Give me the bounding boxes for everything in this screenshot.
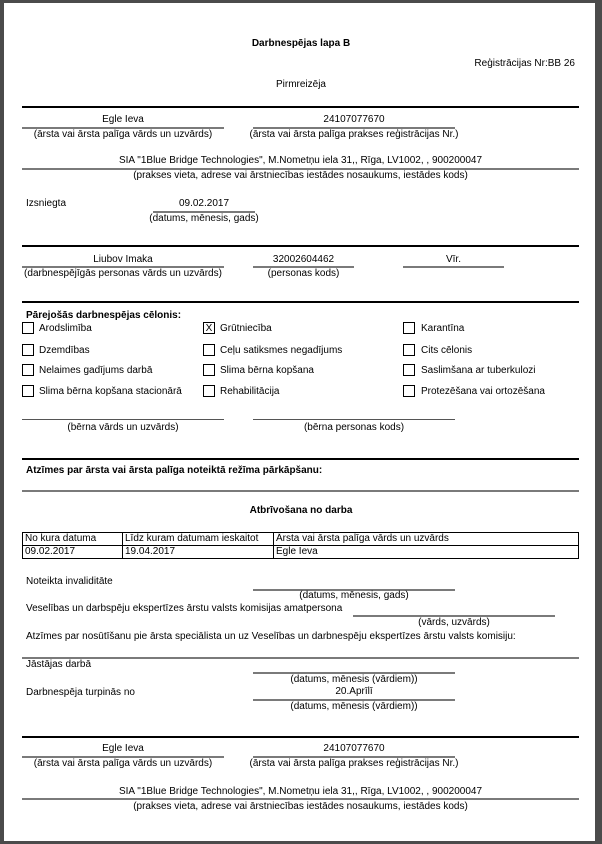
commission-label: Veselības un darbspēju ekspertīzes ārstu valsts komisijas amatpersona: [26, 603, 343, 614]
doctor-name: Egle Ieva: [102, 743, 144, 754]
document-title: Darbnespējas lapa B: [251, 38, 351, 49]
divider: [22, 458, 579, 460]
practice-place-label: (prakses vieta, adrese vai ārstniecības iestādes nosaukums, iestādes kods): [133, 801, 468, 812]
patient-name: Liubov Imaka: [93, 254, 153, 265]
from-date: 09.02.2017: [23, 546, 123, 559]
doctor-reg-no: 24107077670: [323, 743, 385, 754]
divider: [22, 106, 579, 108]
cause-label: Nelaimes gadījums darbā: [39, 365, 153, 376]
checkbox-celu-satiksmes[interactable]: [203, 344, 215, 356]
patient-gender-line: [403, 266, 504, 268]
issued-date-label: (datums, mēnesis, gads): [149, 213, 259, 224]
child-name-label: (bērna vārds un uzvārds): [67, 422, 179, 433]
registration-number: Reģistrācijas Nr:BB 26: [474, 58, 575, 69]
patient-code-label: (personas kods): [267, 268, 340, 279]
causes-heading: Pārejošās darbnespējas cēlonis:: [26, 310, 182, 321]
cause-label: Arodslimība: [39, 323, 92, 334]
return-date-label: (datums, mēnesis (vārdiem)): [290, 674, 418, 685]
child-name-line: [22, 419, 224, 420]
doctor-reg-no: 24107077670: [323, 114, 385, 125]
doctor-reg-label: (ārsta vai ārsta palīga prakses reģistrācijas Nr.): [249, 129, 459, 140]
violations-heading: Atzīmes par ārsta vai ārsta palīga noteiktā režīma pārkāpšanu:: [26, 465, 323, 476]
patient-gender: Vīr.: [445, 254, 461, 265]
checkbox-slima-berna-stacionara[interactable]: [22, 385, 34, 397]
cause-label: Grūtniecība: [220, 323, 272, 334]
column-header: No kura datuma: [23, 533, 123, 546]
patient-name-label: (darbnespējīgās personas vārds un uzvārds): [24, 268, 222, 279]
doctor-name-label: (ārsta vai ārsta palīga vārds un uzvārds): [33, 758, 213, 769]
practice-place-label: (prakses vieta, adrese vai ārstniecības iestādes nosaukums, iestādes kods): [133, 170, 468, 181]
disability-date-label: (datums, mēnesis, gads): [299, 590, 409, 601]
cause-label: Karantīna: [421, 323, 465, 334]
continues-value: 20.Aprīlī: [335, 686, 373, 697]
referral-line: [22, 657, 579, 659]
cause-label: Slima bērna kopšana stacionārā: [39, 386, 182, 397]
table-row: [23, 546, 579, 559]
checkbox-nelaimes-gadijums[interactable]: [22, 364, 34, 376]
practice-place: SIA "1Blue Bridge Technologies", M.Nometņu iela 31,, Rīga, LV1002, , 900200047: [118, 155, 483, 166]
checkbox-cits-celonis[interactable]: [403, 344, 415, 356]
issued-label: Izsniegta: [26, 198, 67, 209]
checkbox-karantina[interactable]: [403, 322, 415, 334]
issued-date: 09.02.2017: [178, 198, 230, 209]
doctor-reg-label: (ārsta vai ārsta palīga prakses reģistrācijas Nr.): [249, 758, 459, 769]
disability-label: Noteikta invaliditāte: [26, 576, 113, 587]
doctor-name: Egle Ieva: [102, 114, 144, 125]
child-code-label: (bērna personas kods): [303, 422, 405, 433]
practice-place-line: [22, 798, 579, 800]
release-heading: Atbrīvošana no darba: [249, 505, 353, 516]
divider: [22, 301, 579, 303]
cause-label: Saslimšana ar tuberkulozi: [421, 365, 536, 376]
violations-line: [22, 490, 579, 492]
continues-date-label: (datums, mēnesis (vārdiem)): [290, 701, 418, 712]
checkbox-grutnieciba[interactable]: X: [203, 322, 215, 334]
document-type: Pirmreizēja: [275, 79, 326, 90]
checkbox-protezesana[interactable]: [403, 385, 415, 397]
divider: [22, 736, 579, 738]
column-header: Ārsta vai ārsta palīga vārds un uzvārds: [274, 533, 579, 546]
checkbox-dzemdibas[interactable]: [22, 344, 34, 356]
practice-place: SIA "1Blue Bridge Technologies", M.Nometņu iela 31,, Rīga, LV1002, , 900200047: [118, 786, 483, 797]
patient-code: 32002604462: [272, 254, 335, 265]
to-date: 19.04.2017: [123, 546, 274, 559]
column-header: Līdz kuram datumam ieskaitot: [123, 533, 274, 546]
table-header-row: [23, 533, 579, 546]
cause-label: Slima bērna kopšana: [220, 365, 314, 376]
commission-name-label: (vārds, uzvārds): [418, 617, 490, 628]
referral-label: Atzīmes par nosūtīšanu pie ārsta speciālista un uz Veselības un darbnespēju ekspertīzes ārstu valsts komisiju:: [26, 631, 516, 642]
doctor-name: Egle Ieva: [274, 546, 579, 559]
checkbox-rehabilitacija[interactable]: [203, 385, 215, 397]
release-table: [22, 532, 579, 559]
checkbox-slima-berna[interactable]: [203, 364, 215, 376]
cause-label: Dzemdības: [39, 345, 90, 356]
child-code-line: [253, 419, 455, 420]
cause-label: Ceļu satiksmes negadījums: [220, 345, 343, 356]
divider: [22, 245, 579, 247]
cause-label: Rehabilitācija: [220, 386, 280, 397]
checkbox-arodslimiba[interactable]: [22, 322, 34, 334]
continues-label: Darbnespēja turpinās no: [26, 687, 135, 698]
checkbox-tuberkuloze[interactable]: [403, 364, 415, 376]
doctor-name-label: (ārsta vai ārsta palīga vārds un uzvārds): [33, 129, 213, 140]
cause-label: Protezēšana vai ortozēšana: [421, 386, 545, 397]
cause-label: Cits cēlonis: [421, 345, 473, 356]
return-to-work-label: Jāstājas darbā: [26, 659, 92, 670]
